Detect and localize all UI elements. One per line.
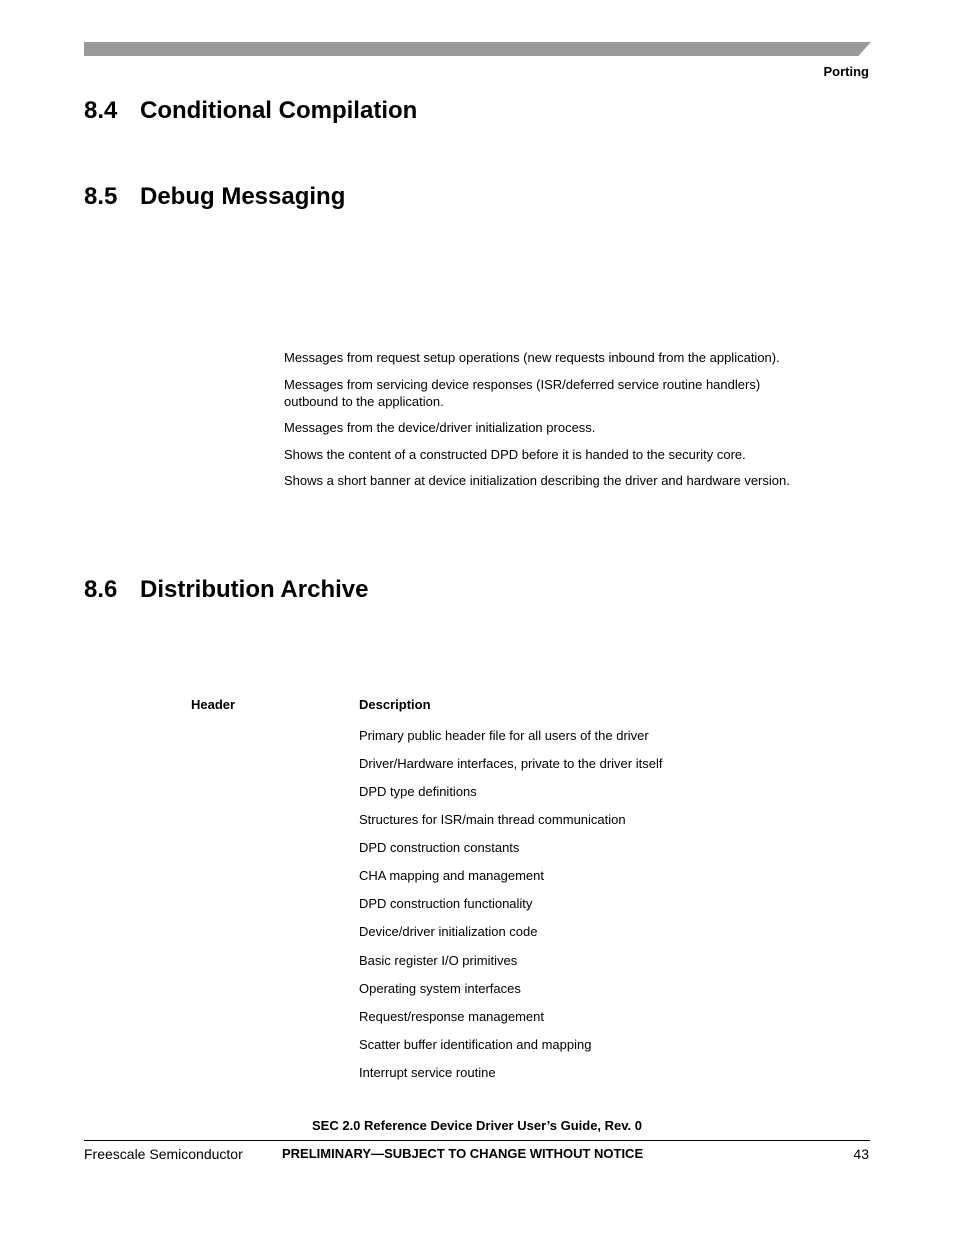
header-bar: [84, 42, 871, 56]
table-row: CHA mapping and management: [359, 868, 545, 883]
table-header-header: Header: [191, 697, 236, 712]
page-number: 43: [853, 1146, 869, 1162]
section-number: 8.5: [84, 183, 118, 210]
running-head: Porting: [823, 64, 869, 79]
table-row: Request/response management: [359, 1009, 545, 1024]
section-heading-8-6: [84, 576, 368, 604]
debug-message-item: Shows a short banner at device initialization describing the driver and hardware version.: [284, 473, 790, 488]
table-row: Device/driver initialization code: [359, 924, 538, 939]
table-row: Operating system interfaces: [359, 981, 521, 996]
debug-message-item: Messages from request setup operations (new requests inbound from the application).: [284, 350, 780, 365]
section-title: Debug Messaging: [140, 183, 346, 210]
footer-company: Freescale Semiconductor: [84, 1146, 243, 1162]
section-number: 8.6: [84, 576, 118, 603]
debug-message-item: Shows the content of a constructed DPD before it is handed to the security core.: [284, 447, 746, 462]
debug-message-item: Messages from servicing device responses (ISR/deferred service routine handlers) outbound to the application.: [284, 377, 761, 409]
table-header-description: Description: [359, 697, 431, 712]
table-row: Basic register I/O primitives: [359, 953, 518, 968]
section-title: Distribution Archive: [140, 576, 369, 603]
section-heading-8-4: [84, 97, 417, 125]
table-row: Interrupt service routine: [359, 1065, 496, 1080]
table-row: DPD type definitions: [359, 784, 477, 799]
table-row: Driver/Hardware interfaces, private to the driver itself: [359, 756, 663, 771]
section-title: Conditional Compilation: [140, 97, 418, 124]
debug-message-item: Messages from the device/driver initialization process.: [284, 420, 596, 435]
section-heading-8-5: [84, 183, 345, 211]
table-row: DPD construction functionality: [359, 896, 533, 911]
footer-notice: PRELIMINARY—SUBJECT TO CHANGE WITHOUT NOTICE: [282, 1146, 644, 1161]
table-row: Scatter buffer identification and mapping: [359, 1037, 592, 1052]
table-row: Primary public header file for all users of the driver: [359, 728, 649, 743]
table-row: Structures for ISR/main thread communication: [359, 812, 626, 827]
footer-divider: [84, 1140, 870, 1141]
section-number: 8.4: [84, 97, 118, 124]
document-title: SEC 2.0 Reference Device Driver User’s Guide, Rev. 0: [312, 1118, 642, 1133]
table-row: DPD construction constants: [359, 840, 520, 855]
